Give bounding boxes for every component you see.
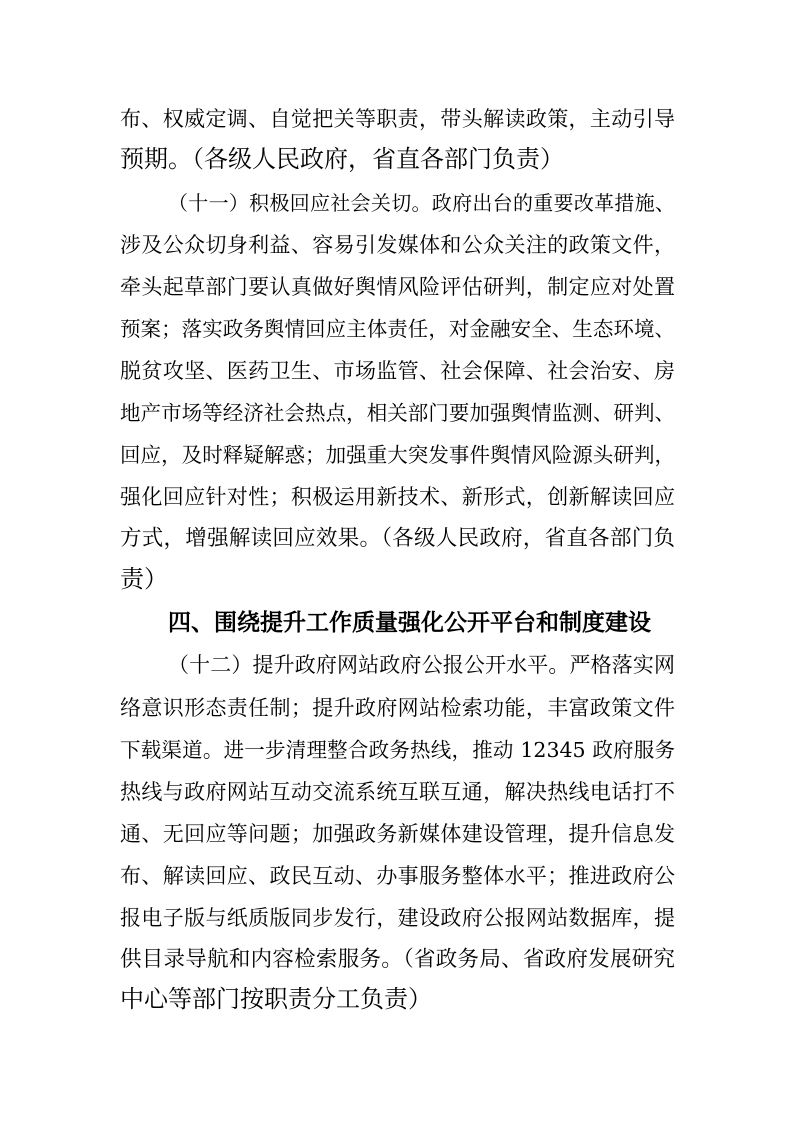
paragraph-line: 报电子版与纸质版同步发行，建设政府公报网站数据库，提 xyxy=(120,906,675,930)
paragraph-line: 涉及公众切身利益、容易引发媒体和公众关注的政策文件， xyxy=(120,233,675,257)
paragraph-line: 预案；落实政务舆情回应主体责任，对金融安全、生态环境、 xyxy=(120,317,675,341)
paragraph-line: 回应，及时释疑解惑；加强重大突发事件舆情风险源头研判， xyxy=(120,443,675,467)
paragraph-line: 中心等部门按职责分工负责） xyxy=(120,985,432,1013)
paragraph-line: 布、解读回应、政民互动、办事服务整体水平；推进政府公 xyxy=(120,864,675,888)
paragraph-line: 供目录导航和内容检索服务。（省政务局、省政府发展研究 xyxy=(120,947,675,972)
paragraph-line: 络意识形态责任制；提升政府网站检索功能，丰富政策文件 xyxy=(120,696,675,720)
paragraph-line: 布、权威定调、自觉把关等职责，带头解读政策，主动引导 xyxy=(120,107,675,131)
paragraph-line: 责） xyxy=(120,565,168,593)
paragraph-line: 通、无回应等问题；加强政务新媒体建设管理，提升信息发 xyxy=(120,822,675,846)
paragraph-line: 强化回应针对性；积极运用新技术、新形式，创新解读回应 xyxy=(120,485,675,509)
paragraph-line: 预期。（各级人民政府，省直各部门负责） xyxy=(120,145,564,173)
paragraph-line: 下载渠道。进一步清理整合政务热线，推动 12345 政府服务 xyxy=(120,738,675,762)
paragraph-line: 脱贫攻坚、医药卫生、市场监管、社会保障、社会治安、房 xyxy=(120,359,675,383)
paragraph-line: 牵头起草部门要认真做好舆情风险评估研判，制定应对处置 xyxy=(120,275,675,299)
paragraph-line: 地产市场等经济社会热点，相关部门要加强舆情监测、研判、 xyxy=(120,401,675,425)
paragraph-line: 热线与政府网站互动交流系统互联互通，解决热线电话打不 xyxy=(120,780,675,804)
paragraph-line: 方式，增强解读回应效果。（各级人民政府，省直各部门负 xyxy=(120,526,675,551)
paragraph-line: （十二）提升政府网站政府公报公开水平。严格落实网 xyxy=(168,653,675,677)
section-heading: 四、围绕提升工作质量强化公开平台和制度建设 xyxy=(168,610,651,636)
paragraph-line: （十一）积极回应社会关切。政府出台的重要改革措施、 xyxy=(168,191,675,215)
